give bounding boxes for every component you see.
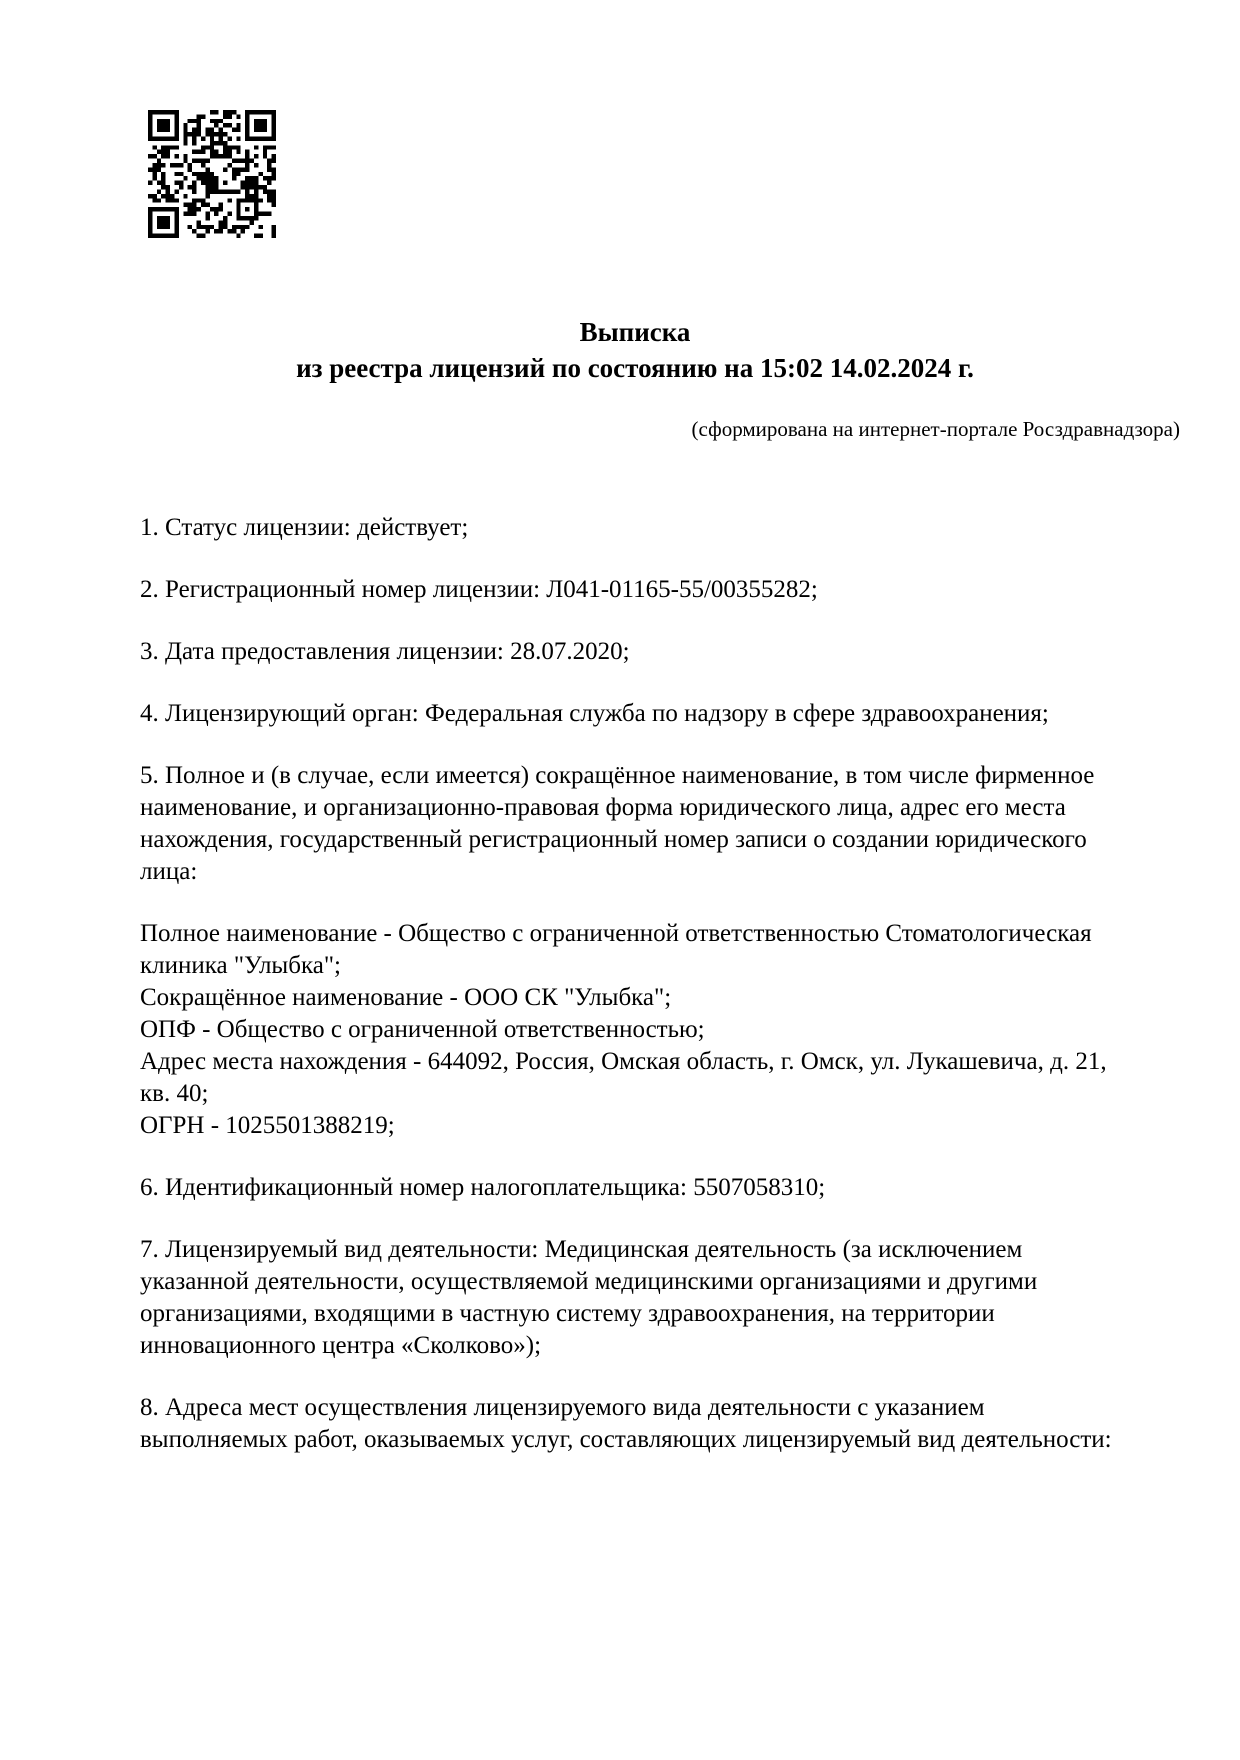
org-address: Адрес места нахождения - 644092, Россия, Омская область, г. Омск, ул. Лукашевича, д. 21, кв. 40;: [140, 1048, 1107, 1107]
item-inn: 6. Идентификационный номер налогоплательщика: 5507058310;: [140, 1174, 826, 1201]
item-license-date: 3. Дата предоставления лицензии: 28.07.2020;: [140, 638, 630, 665]
item-activity-type: 7. Лицензируемый вид деятельности: Медицинская деятельность (за исключением указанной деятельности, осуществляемой медицинскими организациями и другими организациями, входящими в частную систему здравоохранения, на территории инновационного центра «Сколково»);: [140, 1236, 1038, 1359]
qr-code: [148, 110, 276, 238]
document-title: [140, 314, 1130, 386]
org-short-name: Сокращённое наименование - ООО СК "Улыбка";: [140, 984, 672, 1011]
item-activity-addresses: 8. Адреса мест осуществления лицензируемого вида деятельности с указанием выполняемых работ, оказываемых услуг, составляющих лицензируемый вид деятельности:: [140, 1394, 1112, 1453]
document-title-line1: Выписка: [579, 317, 691, 347]
item-licensing-authority: 4. Лицензирующий орган: Федеральная служба по надзору в сфере здравоохранения;: [140, 700, 1049, 727]
org-info-block: [140, 918, 1130, 1142]
item-license-status: 1. Статус лицензии: действует;: [140, 514, 469, 541]
org-legal-form: ОПФ - Общество с ограниченной ответственностью;: [140, 1016, 705, 1043]
org-ogrn: ОГРН - 1025501388219;: [140, 1112, 395, 1139]
item-name-heading: 5. Полное и (в случае, если имеется) сокращённое наименование, в том числе фирменное наименование, и организационно-правовая форма юридического лица, адрес его места нахождения, государственный регистрационный номер записи о создании юридического лица:: [140, 762, 1095, 885]
document-title-line2: из реестра лицензий по состоянию на 15:02 14.02.2024 г.: [296, 353, 974, 383]
document-subtitle: (сформирована на интернет-портале Росздравнадзора): [691, 417, 1180, 441]
org-full-name: Полное наименование - Общество с ограниченной ответственностью Стоматологическая клиника "Улыбка";: [140, 920, 1092, 979]
item-registration-number: 2. Регистрационный номер лицензии: Л041-01165-55/00355282;: [140, 576, 818, 603]
license-extract-document: [0, 110, 1240, 1760]
